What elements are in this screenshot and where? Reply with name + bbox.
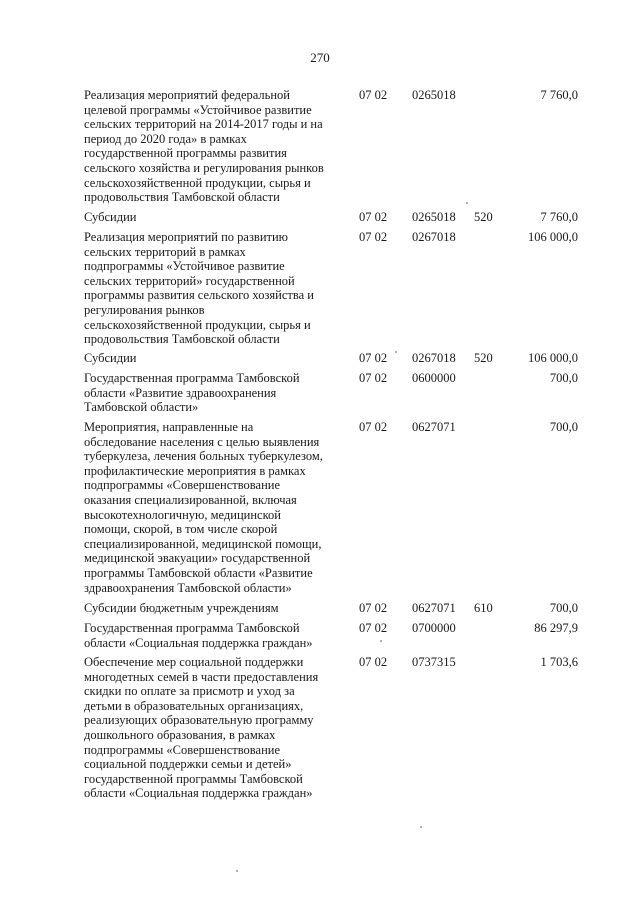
section-code: 07 02 — [359, 371, 388, 385]
item-name: Обеспечение мер социальной поддержки многодетных семей в части предоставления скидки по оплате за присмотр и уход за детьми в образовательных организациях, реализующих образовательную программу дошкольного образования, в рамках подпрограммы «Совершенствование социальной поддержки семьи и детей» государственной программы Тамбовской области «Социальная поддержка граждан» — [84, 655, 319, 801]
scan-speck — [395, 351, 397, 353]
item-name: Субсидии бюджетным учреждениям — [84, 601, 279, 615]
item-name: Субсидии — [84, 210, 137, 224]
scan-speck — [380, 640, 382, 642]
section-code: 07 02 — [359, 88, 388, 102]
scan-speck — [420, 826, 422, 828]
target-code: 0265018 — [412, 210, 456, 224]
amount: 7 760,0 — [540, 210, 578, 224]
section-code: 07 02 — [359, 210, 388, 224]
section-code: 07 02 — [359, 621, 388, 635]
target-code: 0627071 — [412, 601, 456, 615]
item-name: Реализация мероприятий по развитию сельских территорий в рамках подпрограммы «Устойчивое развитие сельских территорий» государственной программы развития сельского хозяйства и регулирования рынков сельскохозяйственной продукции, сырья и продовольствия Тамбовской области — [84, 230, 314, 347]
amount: 86 297,9 — [534, 621, 578, 635]
amount: 7 760,0 — [540, 88, 578, 102]
expense-type: 610 — [474, 601, 493, 615]
target-code: 0265018 — [412, 88, 456, 102]
amount: 1 703,6 — [540, 655, 578, 669]
section-code: 07 02 — [359, 351, 388, 365]
target-code: 0700000 — [412, 621, 456, 635]
item-name: Реализация мероприятий федеральной целевой программы «Устойчивое развитие сельских территорий на 2014-2017 годы и на период до 2020 года» в рамках государственной программы развития сельского хозяйства и регулирования рынков сельскохозяйственной продукции, сырья и продовольствия Тамбовской области — [84, 88, 324, 205]
amount: 700,0 — [549, 420, 578, 434]
scan-speck — [466, 202, 468, 204]
section-code: 07 02 — [359, 601, 388, 615]
item-name: Государственная программа Тамбовской области «Развитие здравоохранения Тамбовской области» — [84, 371, 300, 415]
target-code: 0600000 — [412, 371, 456, 385]
item-name: Мероприятия, направленные на обследование населения с целью выявления туберкулеза, лечения больных туберкулезом, профилактические мероприятия в рамках подпрограммы «Совершенствование оказания специализированной, включая высокотехнологичную, медицинской помощи, скорой, в том числе скорой специализированной, медицинской помощи, медицинской эвакуации» государственной программы Тамбовской области «Развитие здравоохранения Тамбовской области» — [84, 420, 323, 595]
scan-speck — [236, 870, 238, 872]
item-name: Государственная программа Тамбовской области «Социальная поддержка граждан» — [84, 621, 313, 650]
target-code: 0267018 — [412, 351, 456, 365]
expense-type: 520 — [474, 210, 493, 224]
expense-type: 520 — [474, 351, 493, 365]
amount: 106 000,0 — [528, 230, 578, 244]
section-code: 07 02 — [359, 420, 388, 434]
section-code: 07 02 — [359, 655, 388, 669]
amount: 700,0 — [549, 601, 578, 615]
target-code: 0627071 — [412, 420, 456, 434]
amount: 106 000,0 — [528, 351, 578, 365]
section-code: 07 02 — [359, 230, 388, 244]
page-number: 270 — [310, 50, 330, 65]
amount: 700,0 — [549, 371, 578, 385]
item-name: Субсидии — [84, 351, 137, 365]
target-code: 0267018 — [412, 230, 456, 244]
target-code: 0737315 — [412, 655, 456, 669]
